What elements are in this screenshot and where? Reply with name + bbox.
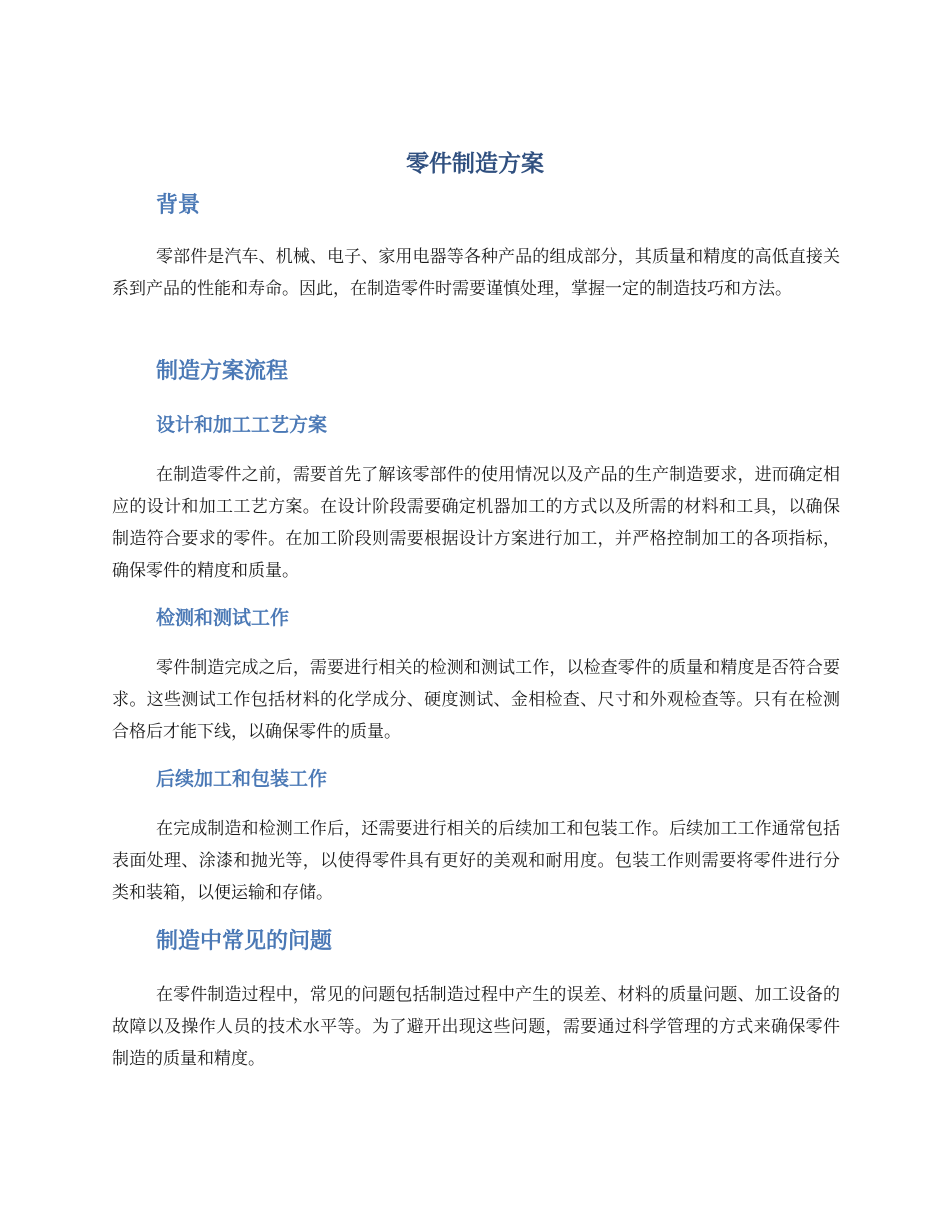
design-paragraph: 在制造零件之前，需要首先了解该零部件的使用情况以及产品的生产制造要求，进而确定相应的设计和加工工艺方案。在设计阶段需要确定机器加工的方式以及所需的材料和工具，以确保制造符合要求的零件。在加工阶段则需要根据设计方案进行加工，并严格控制加工的各项指标，确保零件的精度和质量。 bbox=[112, 465, 840, 581]
testing-paragraph: 零件制造完成之后，需要进行相关的检测和测试工作，以检查零件的质量和精度是否符合要求。这些测试工作包括材料的化学成分、硬度测试、金相检查、尺寸和外观检查等。只有在检测合格后才能下线，以确保零件的质量。 bbox=[112, 658, 840, 742]
problems-paragraph: 在零件制造过程中，常见的问题包括制造过程中产生的误差、材料的质量问题、加工设备的故障以及操作人员的技术水平等。为了避开出现这些问题，需要通过科学管理的方式来确保零件制造的质量和精度。 bbox=[112, 985, 840, 1069]
post-processing-paragraph: 在完成制造和检测工作后，还需要进行相关的后续加工和包装工作。后续加工工作通常包括表面处理、涂漆和抛光等，以使得零件具有更好的美观和耐用度。包装工作则需要将零件进行分类和装箱，以便运输和存储。 bbox=[112, 819, 840, 903]
section-heading-process: 制造方案流程 bbox=[156, 359, 289, 384]
background-paragraph: 零部件是汽车、机械、电子、家用电器等各种产品的组成部分，其质量和精度的高低直接关系到产品的性能和寿命。因此，在制造零件时需要谨慎处理，掌握一定的制造技巧和方法。 bbox=[112, 247, 840, 299]
subsection-heading-post-processing: 后续加工和包装工作 bbox=[156, 768, 328, 790]
subsection-heading-testing: 检测和测试工作 bbox=[156, 607, 290, 629]
document-title: 零件制造方案 bbox=[406, 151, 544, 177]
subsection-heading-design: 设计和加工工艺方案 bbox=[156, 414, 328, 436]
section-heading-problems: 制造中常见的问题 bbox=[156, 929, 333, 954]
section-heading-background: 背景 bbox=[156, 193, 201, 218]
